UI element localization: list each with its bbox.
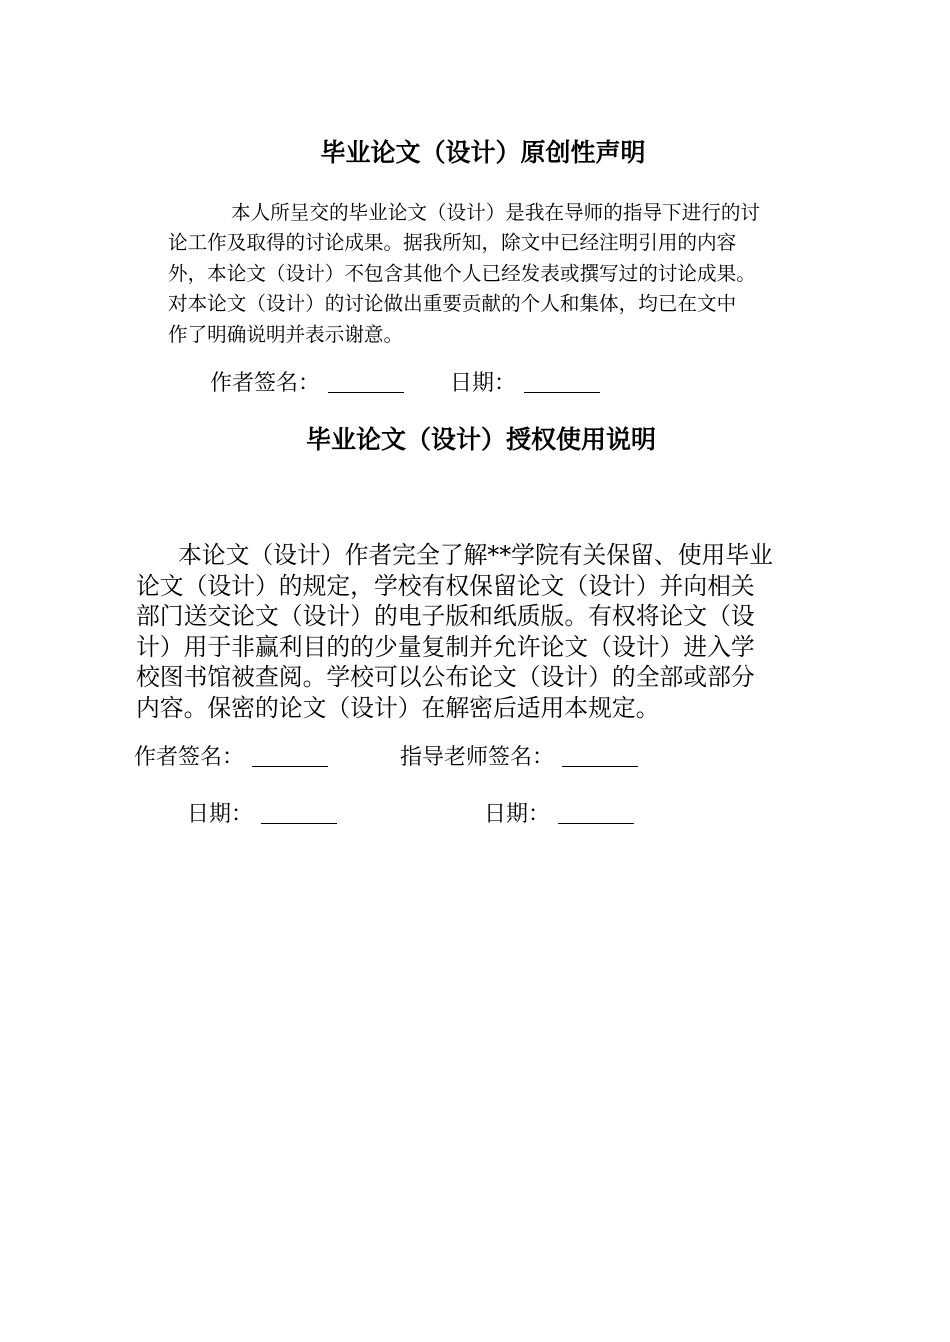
authorization-paragraph	[136, 540, 773, 724]
paragraph-line: 校图书馆被查阅。学校可以公布论文（设计）的全部或部分	[136, 663, 755, 692]
declaration-date	[450, 370, 600, 398]
paragraph-line: 本论文（设计）作者完全了解**学院有关保留、使用毕业	[178, 541, 773, 569]
advisor-date-blank[interactable]	[558, 803, 634, 824]
author-signature-blank[interactable]	[328, 372, 404, 393]
authorization-title: 毕业论文（设计）授权使用说明	[305, 425, 656, 454]
paragraph-line: 论工作及取得的讨论成果。据我所知，除文中已经注明引用的内容	[168, 231, 737, 255]
paragraph-line: 外，本论文（设计）不包含其他个人已经发表或撰写过的讨论成果。	[168, 261, 756, 285]
advisor-signature-blank[interactable]	[562, 746, 638, 767]
date-blank[interactable]	[524, 372, 600, 393]
author-signature-label: 作者签名：	[134, 745, 245, 770]
declaration-paragraph	[168, 198, 760, 350]
date-label: 日期：	[450, 371, 517, 396]
author-date-blank[interactable]	[261, 803, 337, 824]
advisor-date-label: 日期：	[484, 802, 551, 827]
paragraph-line: 论文（设计）的规定，学校有权保留论文（设计）并向相关	[136, 571, 755, 600]
paragraph-line: 内容。保密的论文（设计）在解密后适用本规定。	[136, 693, 660, 722]
paragraph-line: 计）用于非赢利目的的少量复制并允许论文（设计）进入学	[136, 632, 755, 661]
paragraph-line: 作了明确说明并表示谢意。	[168, 322, 404, 346]
authorization-advisor-signature	[400, 744, 638, 772]
author-date-label: 日期：	[187, 802, 254, 827]
paragraph-line: 部门送交论文（设计）的电子版和纸质版。有权将论文（设	[136, 602, 755, 631]
declaration-author-signature	[210, 370, 404, 398]
authorization-author-date	[187, 801, 337, 829]
declaration-title: 毕业论文（设计）原创性声明	[320, 138, 646, 167]
advisor-signature-label: 指导老师签名：	[400, 745, 555, 770]
authorization-author-signature	[134, 744, 328, 772]
author-signature-blank[interactable]	[252, 746, 328, 767]
author-signature-label: 作者签名：	[210, 371, 321, 396]
authorization-advisor-date	[484, 801, 634, 829]
paragraph-line: 对本论文（设计）的讨论做出重要贡献的个人和集体，均已在文中	[168, 292, 737, 316]
paragraph-line: 本人所呈交的毕业论文（设计）是我在导师的指导下进行的讨	[231, 201, 761, 224]
